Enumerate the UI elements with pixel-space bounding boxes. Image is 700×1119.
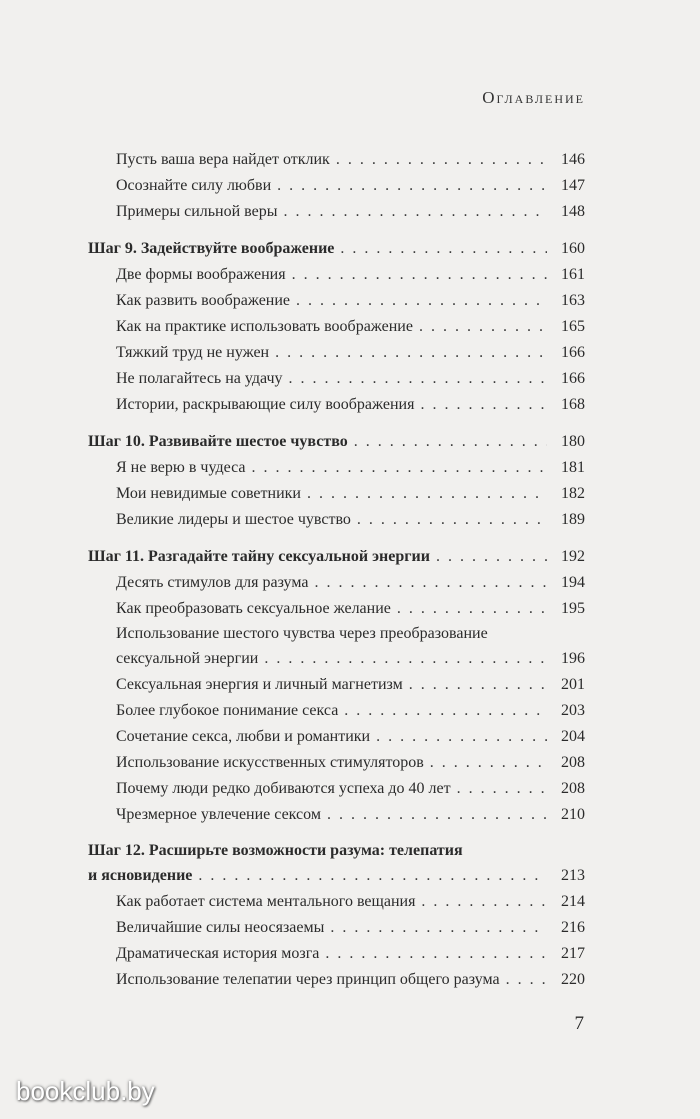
entry-title: Пусть ваша вера найдет отклик	[116, 151, 330, 168]
entry-page: 147	[561, 177, 585, 194]
dot-leader	[275, 340, 547, 366]
dot-leader	[251, 455, 547, 481]
dot-leader	[336, 147, 547, 173]
toc-chapter-entry	[88, 429, 585, 455]
entry-page: 201	[561, 676, 585, 693]
entry-title: Как преобразовать сексуальное желание	[116, 600, 391, 617]
page-number: 7	[574, 1013, 584, 1034]
entry-title: Использование искусственных стимуляторов	[116, 754, 424, 771]
dot-leader	[421, 889, 547, 915]
toc-section-entry	[88, 314, 585, 340]
entry-page: 166	[561, 370, 585, 387]
toc-section-entry	[88, 507, 585, 533]
entry-title: Осознайте силу любви	[116, 177, 272, 194]
table-of-contents	[88, 147, 585, 993]
toc-section-entry	[88, 776, 585, 802]
toc-section-entry	[88, 724, 585, 750]
dot-leader	[436, 544, 547, 570]
entry-title: Две формы воображения	[116, 266, 286, 283]
running-header: Оглавление	[482, 88, 585, 107]
dot-leader	[292, 262, 547, 288]
toc-section-entry	[88, 596, 585, 622]
dot-leader	[296, 288, 547, 314]
dot-leader	[340, 236, 547, 262]
dot-leader	[376, 724, 547, 750]
toc-section-entry	[88, 340, 585, 366]
entry-title: Сочетание секса, любви и романтики	[116, 728, 371, 745]
entry-title: Шаг 10. Развивайте шестое чувство	[88, 433, 348, 450]
toc-section-entry	[88, 570, 585, 596]
dot-leader	[314, 570, 547, 596]
toc-section-entry	[88, 147, 585, 173]
entry-page: 192	[561, 548, 585, 565]
entry-page: 204	[561, 728, 585, 745]
dot-leader	[457, 776, 547, 802]
entry-page: 168	[561, 396, 585, 413]
entry-page: 214	[561, 893, 585, 910]
entry-page: 160	[561, 240, 585, 257]
entry-page: 181	[561, 459, 585, 476]
entry-page: 180	[561, 433, 585, 450]
entry-page: 196	[561, 650, 585, 667]
toc-section-entry	[88, 366, 585, 392]
dot-leader	[419, 314, 547, 340]
entry-title: Десять стимулов для разума	[116, 574, 309, 591]
dot-leader	[357, 507, 547, 533]
toc-section-entry	[88, 646, 585, 672]
toc-section-entry	[88, 967, 585, 993]
dot-leader	[330, 915, 547, 941]
dot-leader	[289, 366, 547, 392]
toc-section-entry	[88, 392, 585, 418]
dot-leader	[344, 698, 547, 724]
chapter-title-line: Шаг 12. Расширьте возможности разума: телепатия	[88, 842, 463, 859]
section-title-line: Использование шестого чувства через преобразование	[116, 625, 488, 642]
entry-page: 208	[561, 754, 585, 771]
dot-leader	[307, 481, 547, 507]
dot-leader	[264, 646, 547, 672]
entry-title: Как на практике использовать воображение	[116, 318, 413, 335]
dot-leader	[198, 863, 547, 889]
toc-section-entry	[88, 698, 585, 724]
toc-section-entry	[88, 455, 585, 481]
toc-section-entry	[88, 672, 585, 698]
entry-title: Использование телепатии через принцип общего разума	[116, 971, 500, 988]
toc-section-entry	[88, 481, 585, 507]
entry-title: сексуальной энергии	[116, 650, 259, 667]
entry-page: 220	[561, 971, 585, 988]
entry-title: Тяжкий труд не нужен	[116, 344, 270, 361]
entry-page: 163	[561, 292, 585, 309]
entry-title: Истории, раскрывающие силу воображения	[116, 396, 415, 413]
toc-section-entry	[88, 889, 585, 915]
toc-section-entry	[88, 199, 585, 225]
entry-title: Чрезмерное увлечение сексом	[116, 806, 321, 823]
toc-chapter-entry	[88, 863, 585, 889]
entry-title: Шаг 9. Задействуйте воображение	[88, 240, 335, 257]
entry-title: Более глубокое понимание секса	[116, 702, 339, 719]
entry-title: Драматическая история мозга	[116, 945, 320, 962]
entry-page: 146	[561, 151, 585, 168]
dot-leader	[354, 429, 547, 455]
entry-page: 182	[561, 485, 585, 502]
dot-leader	[325, 941, 547, 967]
toc-section-entry	[88, 173, 585, 199]
entry-page: 213	[561, 867, 585, 884]
dot-leader	[420, 392, 547, 418]
entry-title: и ясновидение	[88, 867, 193, 884]
entry-page: 210	[561, 806, 585, 823]
dot-leader	[283, 199, 547, 225]
entry-title: Я не верю в чудеса	[116, 459, 246, 476]
entry-title: Великие лидеры и шестое чувство	[116, 511, 351, 528]
entry-page: 203	[561, 702, 585, 719]
entry-title: Почему люди редко добиваются успеха до 40 лет	[116, 780, 451, 797]
entry-title: Сексуальная энергия и личный магнетизм	[116, 676, 403, 693]
entry-title: Не полагайтесь на удачу	[116, 370, 283, 387]
dot-leader	[327, 802, 547, 828]
toc-section-entry	[88, 262, 585, 288]
entry-page: 148	[561, 203, 585, 220]
watermark: bookclub.by	[16, 1076, 155, 1106]
dot-leader	[430, 750, 547, 776]
dot-leader	[409, 672, 547, 698]
entry-page: 208	[561, 780, 585, 797]
dot-leader	[397, 596, 547, 622]
dot-leader	[277, 173, 547, 199]
entry-title: Примеры сильной веры	[116, 203, 278, 220]
entry-page: 189	[561, 511, 585, 528]
entry-title: Как работает система ментального вещания	[116, 893, 416, 910]
toc-chapter-entry	[88, 236, 585, 262]
toc-section-entry	[88, 802, 585, 828]
toc-section-entry	[88, 750, 585, 776]
entry-page: 194	[561, 574, 585, 591]
toc-section-entry	[88, 915, 585, 941]
entry-page: 216	[561, 919, 585, 936]
entry-title: Величайшие силы неосязаемы	[116, 919, 325, 936]
entry-page: 166	[561, 344, 585, 361]
dot-leader	[506, 967, 547, 993]
entry-page: 195	[561, 600, 585, 617]
entry-title: Шаг 11. Разгадайте тайну сексуальной энергии	[88, 548, 430, 565]
entry-page: 161	[561, 266, 585, 283]
toc-section-entry	[88, 288, 585, 314]
entry-title: Как развить воображение	[116, 292, 291, 309]
entry-page: 217	[561, 945, 585, 962]
toc-chapter-entry	[88, 544, 585, 570]
toc-section-entry	[88, 941, 585, 967]
entry-page: 165	[561, 318, 585, 335]
entry-title: Мои невидимые советники	[116, 485, 301, 502]
